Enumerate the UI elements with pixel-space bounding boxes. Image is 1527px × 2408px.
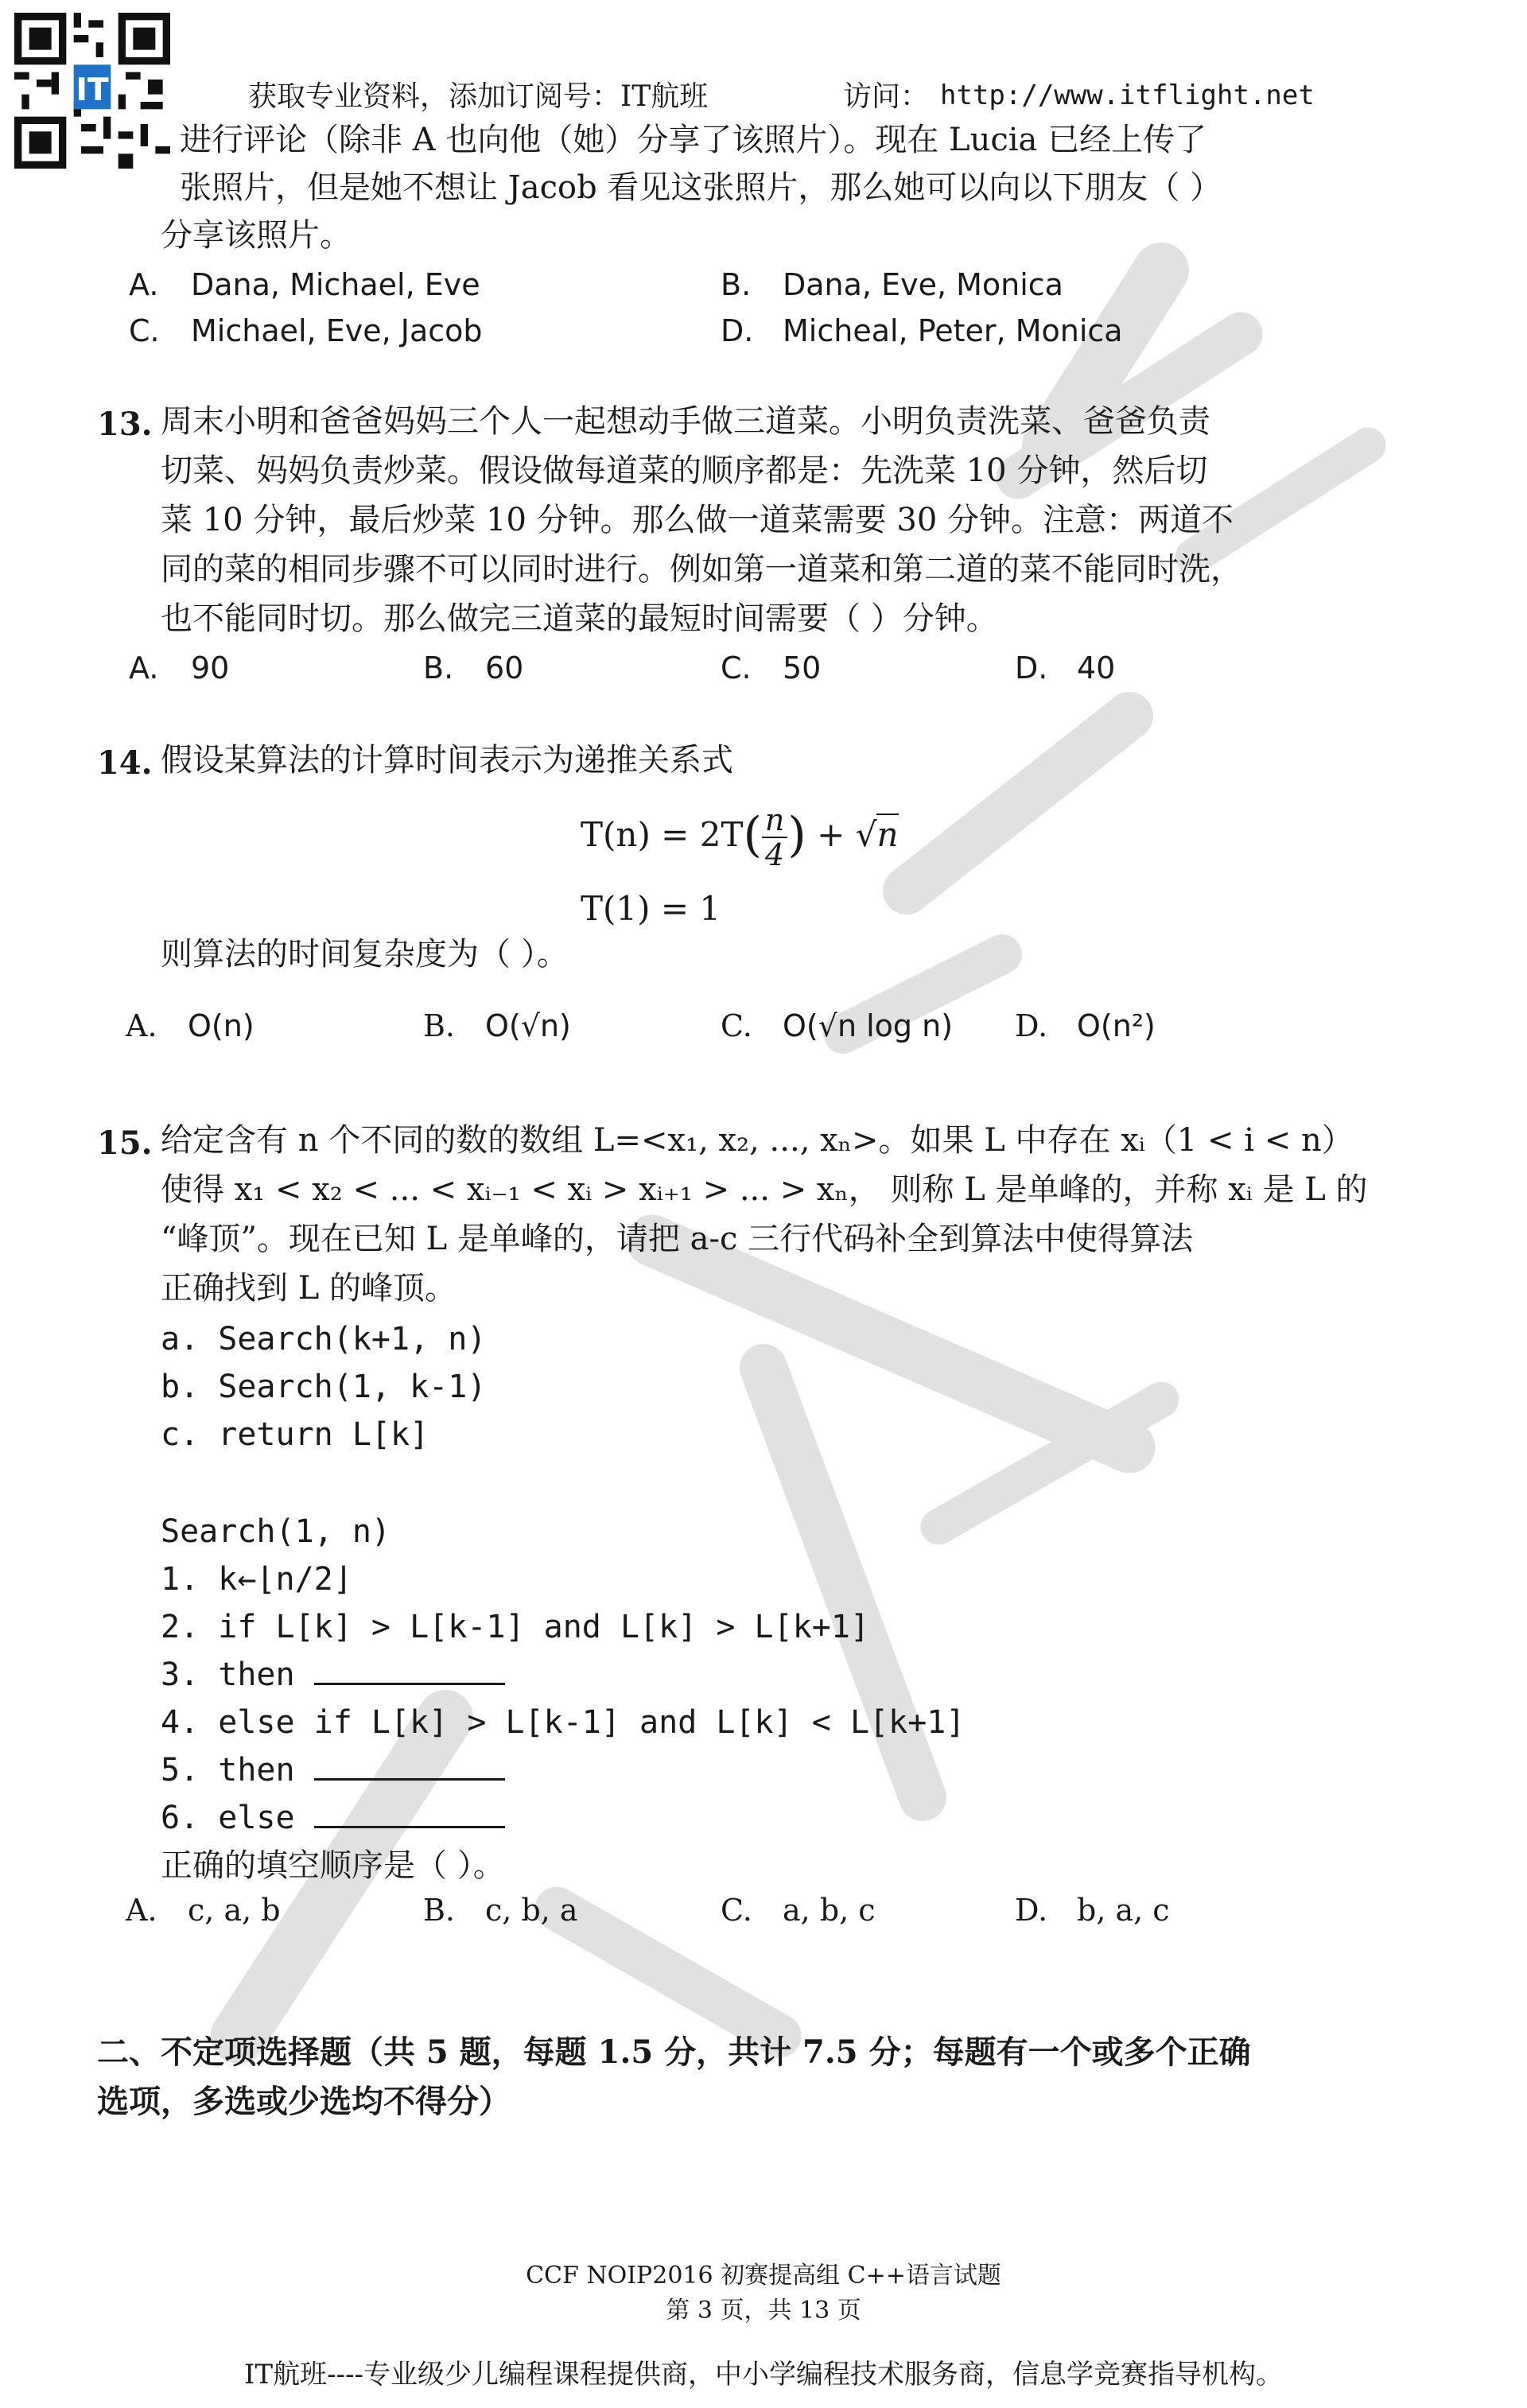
q15-option-a: A. c, a, b: [126, 1893, 281, 1928]
q15-number: 15.: [97, 1124, 153, 1162]
q14-option-a: A. O(n): [126, 1008, 254, 1043]
footer-exam-title: CCF NOIP2016 初赛提高组 C++语言试题: [526, 2262, 1001, 2290]
q15-option-b: B. c, b, a: [423, 1893, 578, 1928]
q14-option-d: D. O(n²): [1015, 1008, 1156, 1043]
q14-option-c: C. O(√n log n): [721, 1008, 954, 1043]
section2-heading-line1: 二、不定项选择题（共 5 题，每题 1.5 分，共计 7.5 分；每题有一个或多个正确: [97, 2033, 1251, 2071]
q13-number: 13.: [97, 406, 153, 443]
q13-line3: 菜 10 分钟，最后炒菜 10 分钟。那么做一道菜需要 30 分钟。注意：两道不: [161, 502, 1234, 538]
q15-algo-line5: 5. then: [161, 1746, 505, 1794]
q13-line5: 也不能同时切。那么做完三道菜的最短时间需要（ ）分钟。: [161, 600, 998, 637]
header-visit-label: 访问：: [843, 80, 930, 113]
q15-line4: 正确找到 L 的峰顶。: [161, 1270, 457, 1307]
q15-algo-line3: 3. then: [161, 1651, 505, 1699]
q12-line2: 张照片，但是她不想让 Jacob 看见这张照片，那么她可以向以下朋友（ ）: [180, 169, 1222, 206]
q13-line1: 周末小明和爸爸妈妈三个人一起想动手做三道菜。小明负责洗菜、爸爸负责: [161, 403, 1210, 440]
q15-algo-line2: 2. if L[k] > L[k-1] and L[k] > L[k+1]: [161, 1609, 870, 1645]
q14-equation-1: T(n) = 2T( $\frac{n}{4}) + √n$: [581, 802, 899, 872]
q15-line3: “峰顶”。现在已知 L 是单峰的，请把 a-c 三行代码补全到算法中使得算法: [161, 1221, 1194, 1257]
q15-choice-a: a. Search(k+1, n): [161, 1321, 487, 1357]
q15-line2: 使得 x₁ < x₂ < ... < xᵢ₋₁ < xᵢ > xᵢ₊₁ > ... > xₙ， 则称 L 是单峰的，并称 xᵢ 是 L 的: [161, 1171, 1368, 1208]
q12-line3: 分享该照片。: [161, 217, 352, 254]
q15-line1: 给定含有 n 个不同的数的数组 L=<x₁, x₂, ..., xₙ>。如果 L 中存在 xᵢ（1 < i < n）: [161, 1122, 1354, 1159]
q13-option-c: C. 50: [721, 651, 822, 686]
q15-ask: 正确的填空顺序是（ ）。: [161, 1847, 505, 1884]
footer-slogan: IT航班----专业级少儿编程课程提供商，中小学编程技术服务商，信息学竞赛指导机构。: [243, 2359, 1284, 2391]
q14-number: 14.: [97, 744, 153, 782]
q15-algo-line6: 6. else: [161, 1794, 505, 1842]
q13-option-b: B. 60: [423, 651, 524, 686]
q15-choice-c: c. return L[k]: [161, 1416, 429, 1453]
qr-code: [14, 13, 170, 169]
q13-line2: 切菜、妈妈负责炒菜。假设做每道菜的顺序都是：先洗菜 10 分钟，然后切: [161, 452, 1208, 489]
q15-option-c: C. a, b, c: [721, 1893, 876, 1928]
q15-algo-line4: 4. else if L[k] > L[k-1] and L[k] < L[k+1]: [161, 1704, 966, 1741]
q12-line1: 进行评论（除非 A 也向他（她）分享了该照片）。现在 Lucia 已经上传了: [180, 122, 1207, 158]
q13-option-d: D. 40: [1015, 651, 1116, 686]
svg-text:IT: IT: [76, 72, 109, 109]
q14-equation-2: T(1) = 1: [581, 889, 721, 928]
q14-intro: 假设某算法的计算时间表示为递推关系式: [161, 742, 733, 779]
q15-option-d: D. b, a, c: [1015, 1893, 1170, 1928]
q14-ask: 则算法的时间复杂度为（ ）。: [161, 936, 569, 973]
q13-line4: 同的菜的相同步骤不可以同时进行。例如第一道菜和第二道的菜不能同时洗，: [161, 551, 1242, 588]
q13-option-a: A. 90: [129, 651, 230, 686]
footer-page-number: 第 3 页，共 13 页: [666, 2297, 861, 2324]
q12-option-c: C. Michael, Eve, Jacob: [129, 313, 483, 348]
blank-2: [314, 1754, 505, 1781]
section2-heading-line2: 选项，多选或少选均不得分）: [97, 2083, 511, 2120]
blank-1: [314, 1659, 505, 1685]
header-promo: 获取专业资料，添加订阅号：IT航班: [248, 80, 709, 113]
blank-3: [314, 1802, 505, 1828]
q12-option-d: D. Micheal, Peter, Monica: [721, 313, 1123, 348]
q12-option-a: A. Dana, Michael, Eve: [129, 267, 480, 302]
q12-option-b: B. Dana, Eve, Monica: [721, 267, 1063, 302]
q15-algo-line1: 1. k←⌊n/2⌋: [161, 1561, 352, 1598]
q14-option-b: B. O(√n): [423, 1008, 571, 1043]
q15-choice-b: b. Search(1, k-1): [161, 1369, 487, 1405]
q15-algo-title: Search(1, n): [161, 1513, 390, 1550]
header-url[interactable]: http://www.itflight.net: [940, 80, 1315, 111]
